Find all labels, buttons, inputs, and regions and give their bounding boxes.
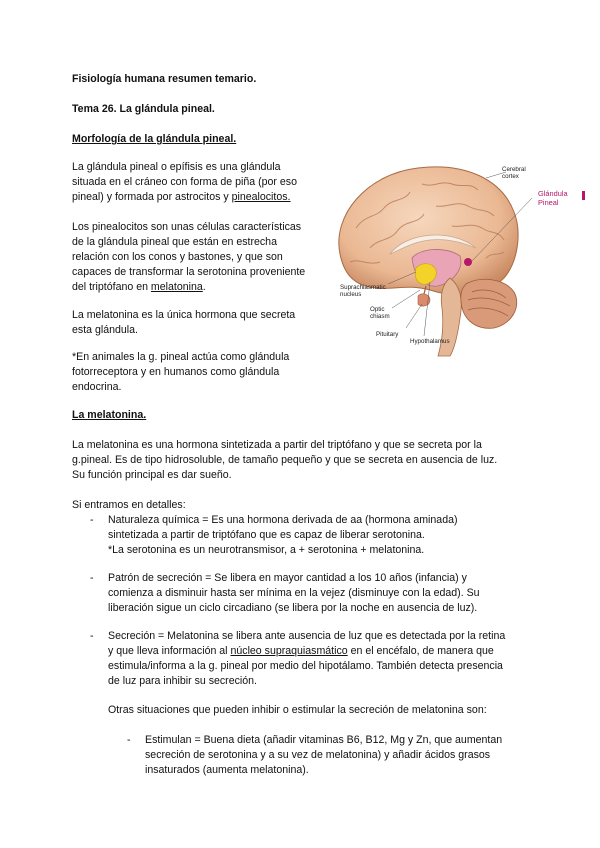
paragraph-pinealocytes: [72, 220, 322, 295]
text-line: Su función principal es dar sueño.: [72, 469, 232, 481]
document-topic-title: Tema 26. La glándula pineal.: [72, 103, 215, 115]
details-intro: Si entramos en detalles:: [72, 499, 186, 511]
text-line: insaturados (aumenta melatonina).: [145, 764, 309, 776]
text-line: *La serotonina es un neurotransmisor, a + serotonina + melatonina.: [108, 544, 425, 556]
bullet-secretion: [108, 629, 558, 689]
paragraph-pineal-definition: [72, 160, 322, 205]
suprachiasmatic-underlined-text: núcleo supraquiasmático: [230, 645, 348, 657]
text-span: en el encéfalo, de manera que: [347, 645, 494, 657]
cerebellum: [461, 279, 517, 328]
text-line: Estimulan = Buena dieta (añadir vitaminas B6, B12, Mg y Zn, que aumentan: [145, 734, 503, 746]
pineal-gland: [464, 258, 472, 266]
text-line: sintetizada a partir de triptófano que es capaz de liberar serotonina.: [108, 529, 425, 541]
text-line: fotorreceptora y en humanos como glándula: [72, 366, 280, 378]
text-line: endocrina.: [72, 381, 122, 393]
pinealocitos-link-text: pinealocitos.: [231, 191, 291, 203]
text-line: Secreción = Melatonina se libera ante ausencia de luz que es detectada por la retina: [108, 630, 506, 642]
label-pineal-gland: Glándula Pineal: [538, 189, 568, 207]
document-course-title: Fisiología humana resumen temario.: [72, 73, 257, 85]
section-heading-melatonin: La melatonina.: [72, 409, 147, 421]
text-line: esta glándula.: [72, 324, 138, 336]
bullet-dash: -: [90, 514, 94, 526]
sub-bullet-stimulate: [145, 733, 555, 778]
bullet-dash: -: [90, 572, 94, 584]
brain-illustration: [326, 158, 592, 358]
label-cerebral-cortex: Cerebral cortex: [502, 166, 526, 180]
text-line: secreción de serotonina y a su vez de melatonina) y añadir ácidos grasos: [145, 749, 491, 761]
text-line: estimula/informa a la g. pineal por medio del hipotálamo. También detecta presencia: [108, 660, 503, 672]
text-line: relación con los conos y bastones, y que son: [72, 251, 283, 263]
text-line: La melatonina es la única hormona que secreta: [72, 309, 296, 321]
text-line: *En animales la g. pineal actúa como glándula: [72, 351, 290, 363]
sub-bullet-dash: -: [127, 734, 131, 746]
bullet-secretion-pattern: [108, 571, 548, 616]
paragraph-only-hormone: [72, 308, 322, 338]
text-line: La melatonina es una hormona sintetizada a partir del triptófano y que se secreta por la: [72, 439, 482, 451]
text-line: capaces de transformar la serotonina proveniente: [72, 266, 306, 278]
text-line: [72, 280, 322, 295]
section-heading-morphology: Morfología de la glándula pineal.: [72, 133, 237, 145]
bullet-chemical-nature: [108, 513, 548, 558]
text-line: liberación sigue un ciclo circadiano (se libera por la noche en ausencia de luz).: [108, 602, 478, 614]
text-line: Naturaleza química = Es una hormona derivada de aa (hormona aminada): [108, 514, 458, 526]
label-optic-chiasm: Optic chiasm: [370, 306, 390, 320]
bullet-dash: -: [90, 630, 94, 642]
text-line: de la glándula pineal que están en estrecha: [72, 236, 277, 248]
other-situations: Otras situaciones que pueden inhibir o estimular la secreción de melatonina son:: [108, 704, 487, 716]
text-span: y que lleva información al: [108, 645, 231, 657]
label-pituitary: Pituitary: [376, 331, 399, 338]
text-line: g.pineal. Es de tipo hidrosoluble, de tamaño pequeño y que se secreta en ausencia de luz.: [72, 454, 498, 466]
text-line: de luz para inhibir su secreción.: [108, 675, 257, 687]
text-line: [108, 644, 558, 659]
paragraph-animals-note: [72, 350, 322, 395]
text-line: situada en el cráneo con forma de piña (por eso: [72, 176, 297, 188]
text-span: del triptófano en: [72, 281, 151, 293]
text-span: .: [202, 281, 206, 293]
pineal-marker: [582, 191, 585, 200]
paragraph-melatonin-intro: [72, 438, 542, 483]
melatonina-underlined-text: melatonina: [150, 281, 203, 293]
brain-sagittal-figure: [326, 158, 592, 358]
text-span: pineal) y formada por astrocitos y: [72, 191, 232, 203]
text-line: Los pinealocitos son unas células características: [72, 221, 302, 233]
text-line: Patrón de secreción = Se libera en mayor cantidad a los 10 años (infancia) y: [108, 572, 467, 584]
text-line: [72, 190, 322, 205]
text-line: comienza a disminuir hasta ser mínima en la vejez (disminuye con la edad). Su: [108, 587, 480, 599]
label-suprachiasmatic: Suprachiasmatic nucleus: [340, 284, 386, 298]
label-hypothalamus: Hypothalamus: [410, 338, 450, 345]
text-line: La glándula pineal o epífisis es una glándula: [72, 161, 281, 173]
